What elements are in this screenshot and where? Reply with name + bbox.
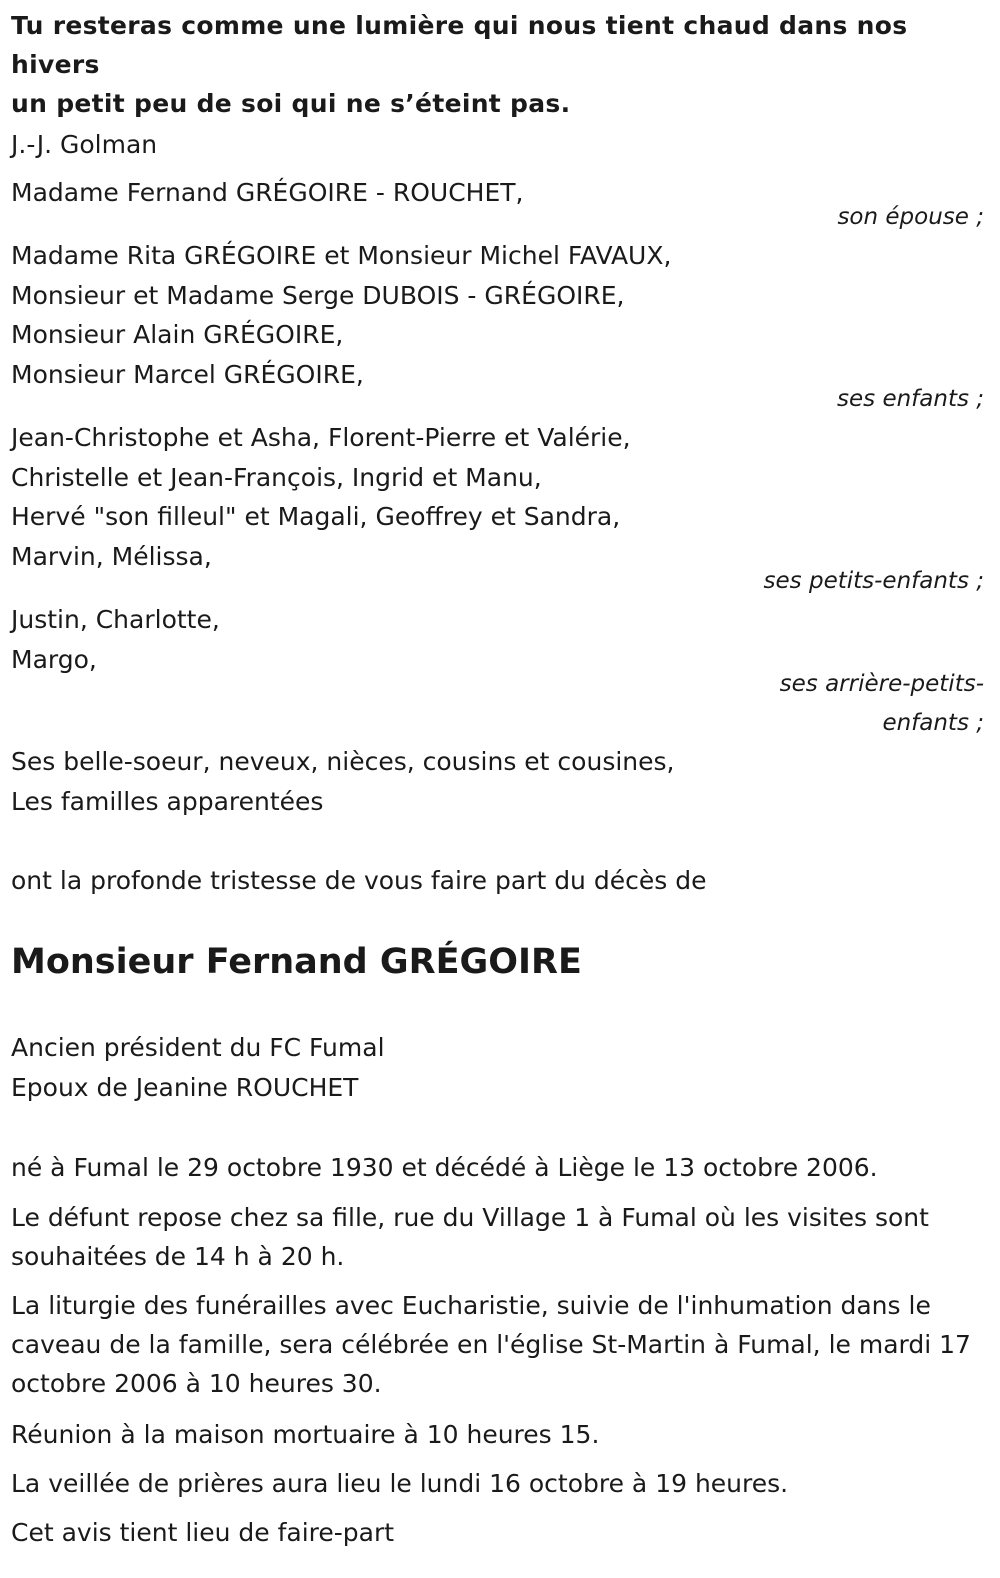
epigraph-quote xyxy=(11,6,986,123)
rest-place-paragraph: Le défunt repose chez sa fille, rue du Village 1 à Fumal où les visites sont souhaitées de 14 h à 20 h. xyxy=(11,1203,929,1271)
child-name: Monsieur Alain GRÉGOIRE, xyxy=(11,320,344,349)
deceased-title: Ancien président du FC Fumal xyxy=(11,1033,385,1062)
child-name: Monsieur Marcel GRÉGOIRE, xyxy=(11,360,364,389)
birth-death-line: né à Fumal le 29 octobre 1930 et décédé à Liège le 13 octobre 2006. xyxy=(11,1153,878,1182)
spouse-name: Madame Fernand GRÉGOIRE - ROUCHET, xyxy=(11,178,524,207)
meeting-line: Réunion à la maison mortuaire à 10 heures 15. xyxy=(11,1420,600,1449)
great-grandchildren-line: Margo, xyxy=(11,645,97,674)
child-name: Monsieur et Madame Serge DUBOIS - GRÉGOIRE, xyxy=(11,281,625,310)
great-grandchildren-role-cont: enfants ; xyxy=(882,710,984,736)
great-grandchildren-role: ses arrière-petits- xyxy=(779,671,984,697)
quote-author: J.-J. Golman xyxy=(11,130,158,159)
extended-family-line: Ses belle-soeur, neveux, nièces, cousins et cousines, xyxy=(11,747,675,776)
notice-line: Cet avis tient lieu de faire-part xyxy=(11,1518,395,1547)
extended-family-line: Les familles apparentées xyxy=(11,787,324,816)
quote-line-1: Tu resteras comme une lumière qui nous tient chaud dans nos hivers xyxy=(11,11,908,79)
grandchildren-line: Jean-Christophe et Asha, Florent-Pierre et Valérie, xyxy=(11,423,631,452)
vigil-line: La veillée de prières aura lieu le lundi 16 octobre à 19 heures. xyxy=(11,1469,789,1498)
grandchildren-line: Hervé "son filleul" et Magali, Geoffrey et Sandra, xyxy=(11,502,621,531)
announcement-text: ont la profonde tristesse de vous faire part du décès de xyxy=(11,866,707,895)
children-role: ses enfants ; xyxy=(837,386,984,412)
deceased-spouse-line: Epoux de Jeanine ROUCHET xyxy=(11,1073,359,1102)
grandchildren-line: Marvin, Mélissa, xyxy=(11,542,212,571)
quote-line-2: un petit peu de soi qui ne s’éteint pas. xyxy=(11,89,571,118)
funeral-paragraph: La liturgie des funérailles avec Eucharistie, suivie de l'inhumation dans le caveau de la famille, sera célébrée en l'église St-Martin à Fumal, le mardi 17 octobre 2006 à 10 heures 30. xyxy=(11,1291,971,1398)
great-grandchildren-line: Justin, Charlotte, xyxy=(11,605,220,634)
grandchildren-role: ses petits-enfants ; xyxy=(763,568,984,594)
deceased-name: Monsieur Fernand GRÉGOIRE xyxy=(11,942,582,982)
spouse-role: son épouse ; xyxy=(837,204,984,230)
grandchildren-line: Christelle et Jean-François, Ingrid et Manu, xyxy=(11,463,542,492)
child-name: Madame Rita GRÉGOIRE et Monsieur Michel FAVAUX, xyxy=(11,241,672,270)
